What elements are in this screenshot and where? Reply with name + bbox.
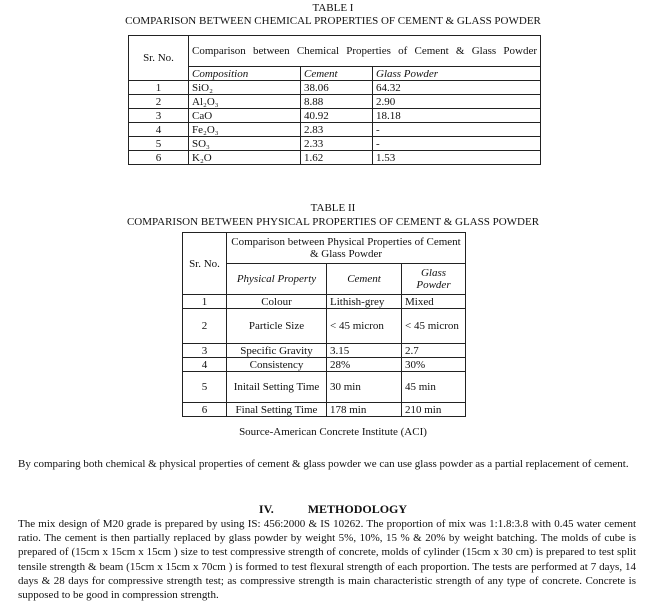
cement-cell: 8.88 (301, 95, 373, 109)
composition-header: Composition (189, 67, 301, 81)
chemical-properties-table (128, 35, 541, 165)
summary-paragraph: By comparing both chemical & physical properties of cement & glass powder we can use glass powder as a partial replacement of cement. (18, 458, 629, 470)
cement-cell: 30 min (327, 372, 402, 403)
section-heading (0, 502, 666, 516)
table1-title: COMPARISON BETWEEN CHEMICAL PROPERTIES OF CEMENT & GLASS POWDER (125, 15, 541, 27)
cement-cell: 38.06 (301, 81, 373, 95)
physical-property-cell: Colour (227, 295, 327, 309)
physical-property-cell: Final Setting Time (227, 403, 327, 417)
table-row (183, 295, 466, 309)
table2-title: COMPARISON BETWEEN PHYSICAL PROPERTIES OF CEMENT & GLASS POWDER (126, 216, 540, 228)
physical-property-cell: Initail Setting Time (227, 372, 327, 403)
sr-cell: 3 (183, 344, 227, 358)
glass-powder-cell: 45 min (402, 372, 466, 403)
sr-cell: 1 (183, 295, 227, 309)
composition-cell: Al₂O₃ (189, 95, 301, 109)
table-row (183, 403, 466, 417)
composition-cell: SiO₂ (189, 81, 301, 95)
glass-powder-cell: 18.18 (373, 109, 541, 123)
glass-powder-cell: - (373, 123, 541, 137)
table-row (183, 358, 466, 372)
sr-cell: 4 (183, 358, 227, 372)
composition-cell: Fe₂O₃ (189, 123, 301, 137)
cement-cell: 178 min (327, 403, 402, 417)
glass-powder-cell: 2.90 (373, 95, 541, 109)
sr-cell: 6 (129, 151, 189, 165)
cement-cell: 40.92 (301, 109, 373, 123)
cement-cell: Lithish-grey (327, 295, 402, 309)
table2-source: Source-American Concrete Institute (ACI) (239, 426, 427, 438)
sr-cell: 2 (183, 309, 227, 344)
section-title: METHODOLOGY (307, 502, 408, 516)
sr-cell: 2 (129, 95, 189, 109)
table-row (183, 309, 466, 344)
glass-powder-header: Glass Powder (402, 264, 466, 295)
sr-cell: 1 (129, 81, 189, 95)
sr-cell: 3 (129, 109, 189, 123)
composition-cell: CaO (189, 109, 301, 123)
glass-powder-cell: 210 min (402, 403, 466, 417)
cement-cell: 2.33 (301, 137, 373, 151)
sr-cell: 4 (129, 123, 189, 137)
table2-label: TABLE II (310, 202, 356, 214)
sr-cell: 5 (183, 372, 227, 403)
glass-powder-cell: 1.53 (373, 151, 541, 165)
physical-property-cell: Consistency (227, 358, 327, 372)
section-number: IV. (258, 502, 274, 516)
physical-properties-table (182, 232, 466, 417)
glass-powder-cell: < 45 micron (402, 309, 466, 344)
physical-property-header: Physical Property (227, 264, 327, 295)
physical-property-cell: Specific Gravity (227, 344, 327, 358)
table1-label: TABLE I (312, 2, 354, 14)
table-row (129, 137, 541, 151)
composition-cell: K₂O (189, 151, 301, 165)
glass-powder-cell: 2.7 (402, 344, 466, 358)
methodology-paragraph: The mix design of M20 grade is prepared by using IS: 456:2000 & IS 10262. The proportion of mix was 1:1.8:3.8 with 0.45 water cement ratio. The cement is then partially replaced by glass powder by weight 5%, 10%, 15 % & 20% by weight batching. The molds of cube is prepared of (15cm x 15cm x 15cm ) size to test compressive strength of concrete, molds of cylinder (15cm x 30 cm) is prepared to test split tensile strength & beam (15cm x 15cm x 70cm ) is formed to test flexural strength of each proportion. The tests are performed at 7 days, 14 days & 28 days for compressive strength test; as compressive strength is main characteristic strength of any type of concrete. Concrete is supposed to be good in compression strength. (18, 518, 636, 602)
table-row (129, 109, 541, 123)
glass-powder-cell: 30% (402, 358, 466, 372)
glass-powder-cell: - (373, 137, 541, 151)
cement-cell: 2.83 (301, 123, 373, 137)
glass-powder-cell: 64.32 (373, 81, 541, 95)
glass-powder-cell: Mixed (402, 295, 466, 309)
sr-cell: 6 (183, 403, 227, 417)
table-row (129, 81, 541, 95)
table-row (183, 372, 466, 403)
cement-cell: 28% (327, 358, 402, 372)
cement-cell: 3.15 (327, 344, 402, 358)
physical-property-cell: Particle Size (227, 309, 327, 344)
cement-cell: < 45 micron (327, 309, 402, 344)
table-row (183, 344, 466, 358)
glass-powder-header: Glass Powder (373, 67, 541, 81)
cement-header: Cement (327, 264, 402, 295)
cement-cell: 1.62 (301, 151, 373, 165)
physical-group-header: Comparison between Physical Properties of Cement & Glass Powder (227, 233, 466, 264)
table-row (129, 123, 541, 137)
table-row (129, 151, 541, 165)
cement-header: Cement (301, 67, 373, 81)
sr-cell: 5 (129, 137, 189, 151)
chemical-group-header: Comparison between Chemical Properties of Cement & Glass Powder (189, 36, 541, 67)
sr-no-header: Sr. No. (183, 233, 227, 295)
sr-no-header: Sr. No. (129, 36, 189, 81)
table-row (129, 95, 541, 109)
composition-cell: SO₃ (189, 137, 301, 151)
